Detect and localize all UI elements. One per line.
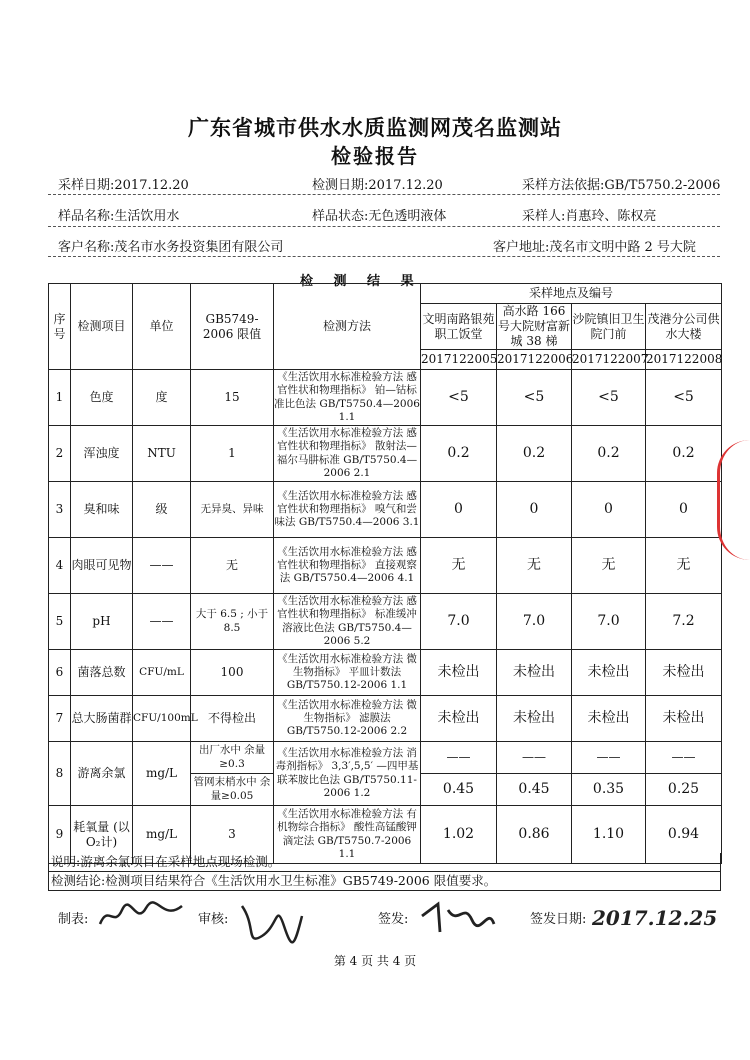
result-cell: 7.0: [497, 594, 572, 650]
row-item: 肉眼可见物: [71, 538, 133, 594]
header-unit: 单位: [133, 284, 191, 370]
site-name: 茂港分公司供水大楼: [646, 304, 722, 350]
result-cell: 无: [421, 538, 497, 594]
row-unit: ——: [133, 538, 191, 594]
table-row: [49, 696, 722, 742]
result-cell: 0.2: [572, 426, 646, 482]
result-cell: 0.25: [646, 774, 722, 806]
row-item: 浑浊度: [71, 426, 133, 482]
seal-stamp: [717, 440, 750, 560]
report-subtitle: 检验报告: [331, 144, 419, 168]
result-cell: ——: [572, 742, 646, 774]
sampling-date: 采样日期:2017.12.20: [58, 178, 189, 193]
result-cell: 未检出: [646, 696, 722, 742]
results-table: [48, 283, 722, 864]
row-method: 《生活饮用水标准检验方法 消毒剂指标》 3,3′,5,5′ —四甲基联苯胺比色法 GB/T5750.11-2006 1.2: [274, 742, 421, 806]
row-item: pH: [71, 594, 133, 650]
row-limit: 100: [191, 650, 274, 696]
result-cell: 0.45: [497, 774, 572, 806]
result-cell: 无: [572, 538, 646, 594]
table-row: [49, 538, 722, 594]
sample-name: 样品名称:生活饮用水: [58, 209, 180, 224]
site-code: 2017122008: [646, 350, 722, 370]
row-index: 7: [49, 696, 71, 742]
row-unit: ——: [133, 594, 191, 650]
result-cell: 未检出: [572, 696, 646, 742]
result-cell: 无: [646, 538, 722, 594]
sampler: 采样人:肖惠玲、陈权亮: [522, 209, 657, 224]
result-cell: 7.2: [646, 594, 722, 650]
row-item: 游离余氯: [71, 742, 133, 806]
header-index: 序号: [49, 284, 71, 370]
result-cell: 0: [421, 482, 497, 538]
result-cell: 1.10: [572, 806, 646, 864]
row-index: 9: [49, 806, 71, 864]
divider: [48, 194, 720, 195]
result-cell: 未检出: [421, 650, 497, 696]
result-cell: 未检出: [497, 696, 572, 742]
section-title: 检 测 结 果: [300, 274, 422, 289]
test-date: 检测日期:2017.12.20: [312, 178, 443, 193]
row-unit: 级: [133, 482, 191, 538]
result-cell: 未检出: [646, 650, 722, 696]
row-item: 总大肠菌群: [71, 696, 133, 742]
result-cell: 7.0: [572, 594, 646, 650]
row-method: 《生活饮用水标准检验方法 微生物指标》 滤膜法 GB/T5750.12-2006 2.2: [274, 696, 421, 742]
result-cell: 7.0: [421, 594, 497, 650]
result-cell: ——: [497, 742, 572, 774]
row-method: 《生活饮用水标准检验方法 感官性状和物理指标》 直接观察法 GB/T5750.4—2006 4.1: [274, 538, 421, 594]
divider: [48, 256, 720, 257]
row-item: 菌落总数: [71, 650, 133, 696]
row-item: 耗氧量 (以O₂计): [71, 806, 133, 864]
result-cell: 0.2: [646, 426, 722, 482]
result-cell: 未检出: [497, 650, 572, 696]
row-limit: 1: [191, 426, 274, 482]
table-row: [49, 426, 722, 482]
issue-date-label: 签发日期:: [530, 912, 587, 927]
row-index: 8: [49, 742, 71, 806]
site-code: 2017122005: [421, 350, 497, 370]
header-limit: GB5749-2006 限值: [191, 284, 274, 370]
row-limit: 3: [191, 806, 274, 864]
site-code: 2017122006: [497, 350, 572, 370]
prepared-signature: [96, 898, 186, 940]
prepared-label: 制表:: [58, 912, 89, 927]
row-method: 《生活饮用水标准检验方法 微生物指标》 平皿计数法 GB/T5750.12-2006 1.1: [274, 650, 421, 696]
issued-signature: [418, 896, 498, 942]
row-unit: CFU/100mL: [133, 696, 191, 742]
result-cell: 0.2: [497, 426, 572, 482]
row-unit: mg/L: [133, 742, 191, 806]
header-item: 检测项目: [71, 284, 133, 370]
result-cell: 0.35: [572, 774, 646, 806]
result-cell: 0: [646, 482, 722, 538]
client-name: 客户名称:茂名市水务投资集团有限公司: [58, 240, 284, 255]
notes: [48, 853, 721, 891]
row-unit: 度: [133, 370, 191, 426]
page-footer: 第 4 页 共 4 页: [333, 954, 417, 968]
row-item: 色度: [71, 370, 133, 426]
conclusion-text: 检测结论:检测项目结果符合《生活饮用水卫生标准》GB5749-2006 限值要求。: [48, 872, 721, 891]
row-method: 《生活饮用水标准检验方法 感官性状和物理指标》 嗅气和尝味法 GB/T5750.4—2006 3.1: [274, 482, 421, 538]
sample-state: 样品状态:无色透明液体: [312, 209, 447, 224]
row-item: 臭和味: [71, 482, 133, 538]
result-cell: ——: [646, 742, 722, 774]
result-cell: 未检出: [421, 696, 497, 742]
row-unit: NTU: [133, 426, 191, 482]
client-address: 客户地址:茂名市文明中路 2 号大院: [493, 240, 696, 255]
row-limit: 无: [191, 538, 274, 594]
result-cell: 0.86: [497, 806, 572, 864]
site-name: 高水路 166 号大院财富新城 38 梯: [497, 304, 570, 348]
table-row: [49, 594, 722, 650]
row-index: 3: [49, 482, 71, 538]
row-limit: 大于 6.5 ; 小于 8.5: [191, 594, 274, 650]
result-cell: 0.94: [646, 806, 722, 864]
result-cell: 无: [497, 538, 572, 594]
result-cell: <5: [421, 370, 497, 426]
row-unit: CFU/mL: [133, 650, 191, 696]
table-row: [49, 742, 722, 774]
site-code: 2017122007: [572, 350, 646, 370]
row-index: 6: [49, 650, 71, 696]
row-limit: 15: [191, 370, 274, 426]
site-name: 文明南路银苑职工饭堂: [421, 304, 497, 350]
result-cell: 未检出: [572, 650, 646, 696]
result-cell: 1.02: [421, 806, 497, 864]
reviewed-label: 审核:: [198, 912, 229, 927]
result-cell: 0.2: [421, 426, 497, 482]
note-text: 说明:游离余氯项目在采样地点现场检测。: [48, 853, 721, 872]
row-method: 《生活饮用水标准检验方法 感官性状和物理指标》 散射法—福尔马肼标准 GB/T5750.4—2006 2.1: [274, 426, 421, 482]
row-method: 《生活饮用水标准检验方法 感官性状和物理指标》 标准缓冲溶液比色法 GB/T5750.4—2006 5.2: [274, 594, 421, 650]
row-limit: 不得检出: [191, 696, 274, 742]
row-method: 《生活饮用水标准检验方法 有机物综合指标》 酸性高锰酸钾滴定法 GB/T5750.7-2006 1.1: [274, 806, 421, 864]
header-sites: 采样地点及编号: [421, 284, 722, 304]
result-cell: ——: [421, 742, 497, 774]
result-cell: 0: [572, 482, 646, 538]
site-name: 沙院镇旧卫生院门前: [572, 304, 646, 350]
report-title: 广东省城市供水水质监测网茂名监测站: [188, 115, 562, 140]
table-row: [49, 650, 722, 696]
row-limit: 出厂水中 余量≥0.3: [191, 742, 274, 774]
header-method: 检测方法: [274, 284, 421, 370]
method-basis: 采样方法依据:GB/T5750.2-2006: [522, 178, 721, 193]
row-method: 《生活饮用水标准检验方法 感官性状和物理指标》 铂—钴标准比色法 GB/T5750.4—2006 1.1: [274, 370, 421, 426]
divider: [48, 226, 720, 227]
issue-date: 2017.12.25: [592, 906, 718, 930]
table-row: [49, 482, 722, 538]
result-cell: 0: [497, 482, 572, 538]
result-cell: 0.45: [421, 774, 497, 806]
row-index: 5: [49, 594, 71, 650]
issued-label: 签发:: [378, 912, 409, 927]
row-index: 2: [49, 426, 71, 482]
result-cell: <5: [497, 370, 572, 426]
table-row: [49, 370, 722, 426]
row-limit: 无异臭、异味: [191, 482, 274, 538]
row-index: 1: [49, 370, 71, 426]
row-limit: 管网末梢水中 余量≥0.05: [191, 774, 274, 806]
result-cell: <5: [646, 370, 722, 426]
row-index: 4: [49, 538, 71, 594]
result-cell: <5: [572, 370, 646, 426]
row-unit: mg/L: [133, 806, 191, 864]
